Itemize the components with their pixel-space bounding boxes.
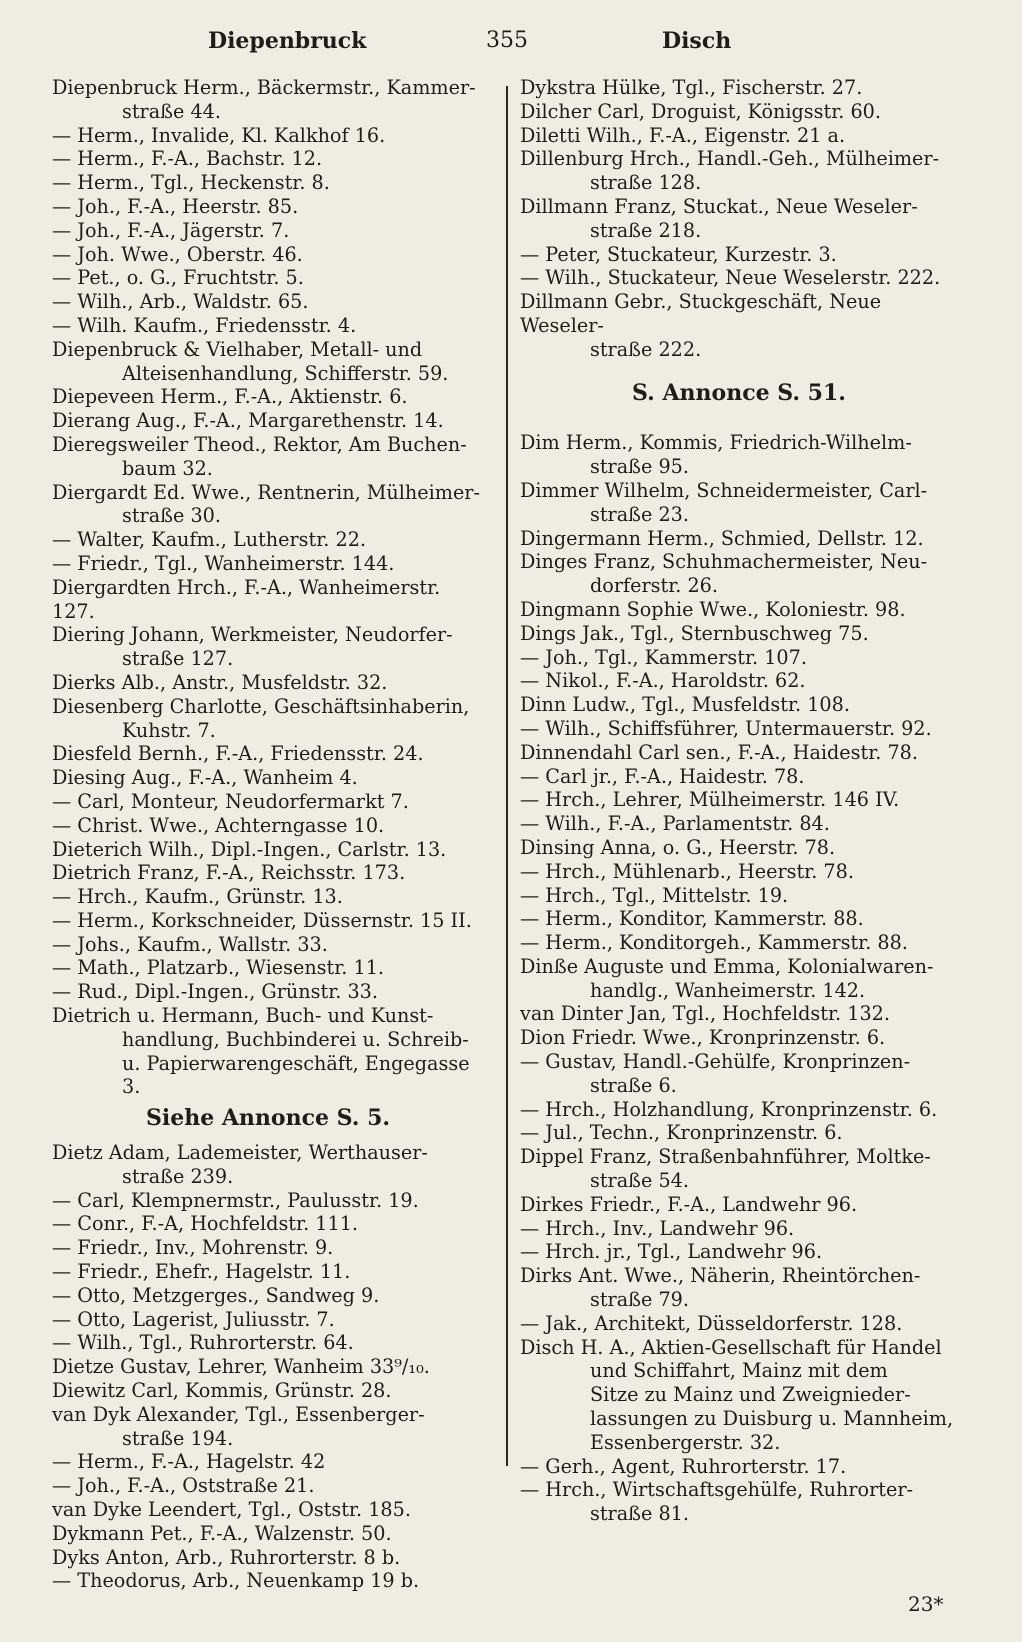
entry-text: Dykmann Pet., F.-A., Walzenstr. 50. — [52, 1521, 392, 1545]
directory-entry — [520, 527, 958, 551]
directory-entry — [520, 836, 958, 860]
entry-text: van Dinter Jan, Tgl., Hochfeldstr. 132. — [520, 1002, 890, 1026]
entry-continuation: lassungen zu Duisburg u. Mannheim, — [590, 1407, 954, 1431]
directory-entry — [52, 338, 484, 386]
entry-text: Dings Jak., Tgl., Sternbuschweg 75. — [520, 621, 869, 645]
annonce-reference: Siehe Annonce S. 5. — [145, 1105, 391, 1132]
directory-entry — [520, 765, 958, 789]
entry-text: — Wilh. Kaufm., Friedensstr. 4. — [52, 313, 357, 337]
entry-continuation: straße 44. — [122, 99, 221, 123]
directory-entry — [520, 290, 958, 361]
entry-text: Diepenbruck & Vielhaber, Metall- und — [52, 337, 423, 361]
directory-entry — [52, 433, 484, 481]
directory-entry — [52, 1236, 484, 1260]
entry-text: — Hrch. jr., Tgl., Landwehr 96. — [520, 1240, 823, 1264]
entry-text: — Peter, Stuckateur, Kurzestr. 3. — [520, 242, 837, 266]
running-head-right: Disch — [662, 28, 732, 54]
directory-entry — [52, 790, 484, 814]
entry-text: — Otto, Metzgerges., Sandweg 9. — [52, 1283, 380, 1307]
entry-continuation: straße 239. — [122, 1164, 234, 1188]
entry-text: Diewitz Carl, Kommis, Grünstr. 28. — [52, 1379, 392, 1403]
directory-entry — [52, 195, 484, 219]
directory-entry — [52, 956, 484, 980]
directory-entry — [52, 1474, 484, 1498]
directory-entry — [520, 741, 958, 765]
directory-entry — [52, 124, 484, 148]
entry-text: Dierks Alb., Anstr., Musfeldstr. 32. — [52, 670, 388, 694]
entry-text: — Hrch., Kaufm., Grünstr. 13. — [52, 885, 343, 909]
entry-continuation: straße 218. — [590, 218, 702, 242]
directory-entry — [52, 1355, 484, 1379]
entry-text: — Jak., Architekt, Düsseldorferstr. 128. — [520, 1311, 903, 1335]
entry-text: — Herm., F.-A., Bachstr. 12. — [52, 147, 323, 171]
directory-entry — [520, 195, 958, 243]
entry-text: Dirkes Friedr., F.-A., Landwehr 96. — [520, 1192, 858, 1216]
entry-text: — Rud., Dipl.-Ingen., Grünstr. 33. — [52, 980, 378, 1004]
entry-text: — Friedr., Inv., Mohrenstr. 9. — [52, 1236, 334, 1260]
directory-entry — [52, 171, 484, 195]
directory-entry — [52, 980, 484, 1004]
directory-entry — [520, 884, 958, 908]
entry-continuation: handlg., Wanheimerstr. 142. — [590, 978, 866, 1002]
entry-text: Diering Johann, Werkmeister, Neudorfer- — [52, 623, 453, 647]
directory-entry — [52, 1189, 484, 1213]
entry-text: Diesenberg Charlotte, Geschäftsinhaberin, — [52, 694, 470, 718]
directory-entry — [520, 860, 958, 884]
entry-continuation: straße 222. — [590, 337, 702, 361]
entry-text: Dinges Franz, Schuhmachermeister, Neu- — [520, 550, 928, 574]
entry-text: — Jul., Techn., Kronprinzenstr. 6. — [520, 1121, 843, 1145]
directory-entry — [520, 1240, 958, 1264]
entry-continuation: u. Papierwarengeschäft, Engegasse 3. — [122, 1051, 470, 1099]
directory-entry — [52, 385, 484, 409]
entry-text: Dierang Aug., F.-A., Margarethenstr. 14. — [52, 409, 444, 433]
entry-text: — Joh., Tgl., Kammerstr. 107. — [520, 645, 807, 669]
running-head-left: Diepenbruck — [208, 28, 367, 54]
entry-text: — Hrch., Tgl., Mittelstr. 19. — [520, 883, 789, 907]
left-column — [52, 76, 484, 1593]
entry-text: — Friedr., Ehefr., Hagelstr. 11. — [52, 1260, 351, 1284]
directory-entry — [520, 1336, 958, 1455]
entry-text: — Pet., o. G., Fruchtstr. 5. — [52, 266, 304, 290]
entry-continuation: handlung, Buchbinderei u. Schreib- — [122, 1027, 469, 1051]
entry-text: Dieregsweiler Theod., Rektor, Am Buchen- — [52, 432, 467, 456]
entry-text: — Joh. Wwe., Oberstr. 46. — [52, 242, 303, 266]
directory-entry — [520, 1050, 958, 1098]
entry-continuation: straße 6. — [590, 1073, 677, 1097]
directory-entry — [52, 671, 484, 695]
directory-entry — [52, 1546, 484, 1570]
directory-entry — [520, 479, 958, 527]
directory-entry — [52, 1212, 484, 1236]
entry-continuation: dorferstr. 26. — [590, 574, 718, 598]
entry-continuation: straße 95. — [590, 455, 689, 479]
directory-entry — [52, 1498, 484, 1522]
entry-text: Dietz Adam, Lademeister, Werthauser- — [52, 1141, 428, 1165]
directory-entry — [520, 693, 958, 717]
directory-entry — [52, 1379, 484, 1403]
entry-continuation: baum 32. — [122, 456, 213, 480]
entry-text: Dinsing Anna, o. G., Heerstr. 78. — [520, 835, 836, 859]
entry-continuation: straße 79. — [590, 1288, 689, 1312]
annonce-reference: S. Annonce S. 51. — [632, 379, 846, 406]
directory-entry — [52, 695, 484, 743]
directory-entry — [52, 576, 484, 624]
directory-entry — [52, 1522, 484, 1546]
entry-text: — Walter, Kaufm., Lutherstr. 22. — [52, 528, 366, 552]
directory-entry — [52, 290, 484, 314]
entry-text: — Wilh., Tgl., Ruhrorterstr. 64. — [52, 1331, 354, 1355]
entry-continuation: straße 127. — [122, 647, 234, 671]
entry-text: Diepenbruck Herm., Bäckermstr., Kammer- — [52, 76, 476, 99]
entry-text: Diesing Aug., F.-A., Wanheim 4. — [52, 766, 358, 790]
entry-text: Dillenburg Hrch., Handl.-Geh., Mülheimer- — [520, 147, 940, 171]
entry-text: Disch H. A., Aktien-Gesellschaft für Handel — [520, 1335, 942, 1359]
directory-entry — [520, 955, 958, 1003]
entry-text: — Hrch., Wirtschaftsgehülfe, Ruhrorter- — [520, 1478, 913, 1502]
entry-text: — Carl, Monteur, Neudorfermarkt 7. — [52, 789, 409, 813]
directory-entry — [520, 622, 958, 646]
directory-entry — [52, 1284, 484, 1308]
directory-entry — [520, 907, 958, 931]
entry-text: — Joh., F.-A., Oststraße 21. — [52, 1474, 315, 1498]
directory-entry — [52, 481, 484, 529]
directory-entry — [520, 1264, 958, 1312]
entry-text: Dingermann Herm., Schmied, Dellstr. 12. — [520, 526, 924, 550]
entry-text: — Christ. Wwe., Achterngasse 10. — [52, 813, 385, 837]
entry-text: Diergardten Hrch., F.-A., Wanheimerstr. 127. — [52, 575, 441, 623]
entry-text: Diletti Wilh., F.-A., Eigenstr. 21 a. — [520, 123, 846, 147]
entry-text: Dippel Franz, Straßenbahnführer, Moltke- — [520, 1145, 931, 1169]
directory-entry — [520, 266, 958, 290]
entry-text: — Herm., Korkschneider, Düssernstr. 15 II. — [52, 908, 472, 932]
directory-entry — [520, 243, 958, 267]
entry-text: — Johs., Kaufm., Wallstr. 33. — [52, 932, 328, 956]
right-column — [520, 76, 958, 1526]
directory-entry — [520, 1098, 958, 1122]
directory-entry — [520, 646, 958, 670]
entry-continuation: straße 30. — [122, 504, 221, 528]
directory-entry — [52, 766, 484, 790]
directory-entry — [52, 814, 484, 838]
directory-entry — [520, 669, 958, 693]
signature-mark: 23* — [908, 1592, 944, 1616]
entry-text: — Gustav, Handl.-Gehülfe, Kronprinzen- — [520, 1050, 911, 1074]
directory-entry — [52, 1260, 484, 1284]
entry-text: — Herm., Konditorgeh., Kammerstr. 88. — [520, 931, 908, 955]
entry-text: Dietze Gustav, Lehrer, Wanheim 33⁹/₁₀. — [52, 1355, 430, 1379]
directory-entry — [52, 885, 484, 909]
entry-text: Dyks Anton, Arb., Ruhrorterstr. 8 b. — [52, 1545, 401, 1569]
entry-text: — Herm., Invalide, Kl. Kalkhof 16. — [52, 123, 386, 147]
entry-text: — Otto, Lagerist, Juliusstr. 7. — [52, 1307, 335, 1331]
entry-text: — Hrch., Lehrer, Mülheimerstr. 146 IV. — [520, 788, 900, 812]
directory-entry — [52, 1331, 484, 1355]
entry-text: — Hrch., Inv., Landwehr 96. — [520, 1216, 795, 1240]
directory-entry — [52, 1450, 484, 1474]
entry-text: van Dyk Alexander, Tgl., Essenberger- — [52, 1402, 425, 1426]
directory-entry — [52, 742, 484, 766]
entry-text: Dietrich Franz, F.-A., Reichsstr. 173. — [52, 861, 406, 885]
directory-entry — [520, 124, 958, 148]
entry-continuation: Alteisenhandlung, Schifferstr. 59. — [122, 361, 449, 385]
directory-entry — [52, 528, 484, 552]
entry-continuation: Sitze zu Mainz und Zweignieder- — [590, 1383, 911, 1407]
directory-entry — [520, 1145, 958, 1193]
entry-text: — Math., Platzarb., Wiesenstr. 11. — [52, 956, 385, 980]
directory-entry — [520, 100, 958, 124]
entry-text: Dykstra Hülke, Tgl., Fischerstr. 27. — [520, 76, 863, 99]
directory-entry — [52, 76, 484, 124]
directory-entry — [52, 861, 484, 885]
entry-continuation: straße 194. — [122, 1426, 234, 1450]
directory-entry — [520, 931, 958, 955]
column-divider — [506, 86, 508, 1466]
entry-text: — Theodorus, Arb., Neuenkamp 19 b. — [52, 1569, 420, 1593]
directory-entry — [520, 1312, 958, 1336]
directory-entry — [52, 219, 484, 243]
entry-text: — Carl, Klempnermstr., Paulusstr. 19. — [52, 1188, 419, 1212]
entry-text: Dietrich u. Hermann, Buch- und Kunst- — [52, 1004, 434, 1028]
entry-text: — Joh., F.-A., Jägerstr. 7. — [52, 218, 290, 242]
entry-text: Dinße Auguste und Emma, Kolonialwaren- — [520, 954, 934, 978]
entry-text: Dirks Ant. Wwe., Näherin, Rheintörchen- — [520, 1264, 921, 1288]
entry-text: Dion Friedr. Wwe., Kronprinzenstr. 6. — [520, 1026, 886, 1050]
directory-entry — [520, 1478, 958, 1526]
entry-text: Dingmann Sophie Wwe., Koloniestr. 98. — [520, 597, 906, 621]
entry-text: Dim Herm., Kommis, Friedrich-Wilhelm- — [520, 431, 912, 455]
directory-entry — [52, 266, 484, 290]
entry-text: — Joh., F.-A., Heerstr. 85. — [52, 194, 299, 218]
directory-entry — [520, 812, 958, 836]
entry-continuation: Essenbergerstr. 32. — [590, 1430, 781, 1454]
directory-entry — [520, 147, 958, 195]
entry-text: — Wilh., Stuckateur, Neue Weselerstr. 222. — [520, 266, 941, 290]
entry-text: Dillmann Gebr., Stuckgeschäft, Neue Weseler- — [520, 290, 882, 337]
entry-continuation: und Schiffahrt, Mainz mit dem — [590, 1359, 888, 1383]
directory-entry — [520, 431, 958, 479]
directory-entry — [52, 1569, 484, 1593]
directory-entry — [520, 1455, 958, 1479]
entry-text: Dinn Ludw., Tgl., Musfeldstr. 108. — [520, 693, 850, 717]
directory-entry — [52, 314, 484, 338]
entry-text: — Conr., F.-A, Hochfeldstr. 111. — [52, 1212, 359, 1236]
directory-entry — [520, 598, 958, 622]
entry-text: — Wilh., F.-A., Parlamentstr. 84. — [520, 812, 830, 836]
directory-entry — [52, 409, 484, 433]
entry-text: — Hrch., Mühlenarb., Heerstr. 78. — [520, 859, 854, 883]
entry-continuation: straße 54. — [590, 1169, 689, 1193]
entry-text: — Wilh., Schiffsführer, Untermauerstr. 92. — [520, 716, 932, 740]
entry-continuation: straße 23. — [590, 502, 689, 526]
entry-text: Dillmann Franz, Stuckat., Neue Weseler- — [520, 194, 918, 218]
entry-text: — Herm., F.-A., Hagelstr. 42 — [52, 1450, 326, 1474]
entry-text: — Herm., Tgl., Heckenstr. 8. — [52, 171, 330, 195]
entry-text: — Gerh., Agent, Ruhrorterstr. 17. — [520, 1454, 847, 1478]
entry-continuation: Kuhstr. 7. — [122, 718, 216, 742]
entry-text: — Nikol., F.-A., Haroldstr. 62. — [520, 669, 806, 693]
entry-text: Diesfeld Bernh., F.-A., Friedensstr. 24. — [52, 742, 424, 766]
directory-entry — [52, 1403, 484, 1451]
entry-text: van Dyke Leendert, Tgl., Oststr. 185. — [52, 1498, 411, 1522]
directory-entry — [520, 76, 958, 100]
entry-text: Dimmer Wilhelm, Schneidermeister, Carl- — [520, 478, 928, 502]
entry-text: — Friedr., Tgl., Wanheimerstr. 144. — [52, 551, 395, 575]
entry-text: — Hrch., Holzhandlung, Kronprinzenstr. 6. — [520, 1097, 938, 1121]
directory-entry — [520, 1121, 958, 1145]
directory-entry — [520, 1217, 958, 1241]
directory-entry — [52, 147, 484, 171]
directory-entry — [520, 1026, 958, 1050]
directory-entry — [520, 1193, 958, 1217]
directory-entry — [520, 550, 958, 598]
entry-text: Dieterich Wilh., Dipl.-Ingen., Carlstr. 13. — [52, 837, 447, 861]
directory-entry — [520, 788, 958, 812]
directory-entry — [52, 623, 484, 671]
entry-text: — Herm., Konditor, Kammerstr. 88. — [520, 907, 864, 931]
directory-entry — [52, 552, 484, 576]
directory-entry — [52, 909, 484, 933]
entry-text: Diepeveen Herm., F.-A., Aktienstr. 6. — [52, 385, 408, 409]
entry-text: Dinnendahl Carl sen., F.-A., Haidestr. 78. — [520, 740, 918, 764]
directory-entry — [520, 1002, 958, 1026]
entry-text: Dilcher Carl, Droguist, Königsstr. 60. — [520, 99, 881, 123]
entry-text: Diergardt Ed. Wwe., Rentnerin, Mülheimer- — [52, 480, 480, 504]
entry-continuation: straße 128. — [590, 171, 702, 195]
page-number: 355 — [486, 28, 528, 53]
directory-entry — [520, 717, 958, 741]
entry-continuation: straße 81. — [590, 1502, 689, 1526]
entry-text: — Carl jr., F.-A., Haidestr. 78. — [520, 764, 805, 788]
directory-entry — [52, 1141, 484, 1189]
directory-entry — [52, 933, 484, 957]
directory-entry — [52, 838, 484, 862]
directory-entry — [52, 243, 484, 267]
entry-text: — Wilh., Arb., Waldstr. 65. — [52, 290, 309, 314]
directory-entry — [52, 1004, 484, 1099]
directory-entry — [52, 1308, 484, 1332]
